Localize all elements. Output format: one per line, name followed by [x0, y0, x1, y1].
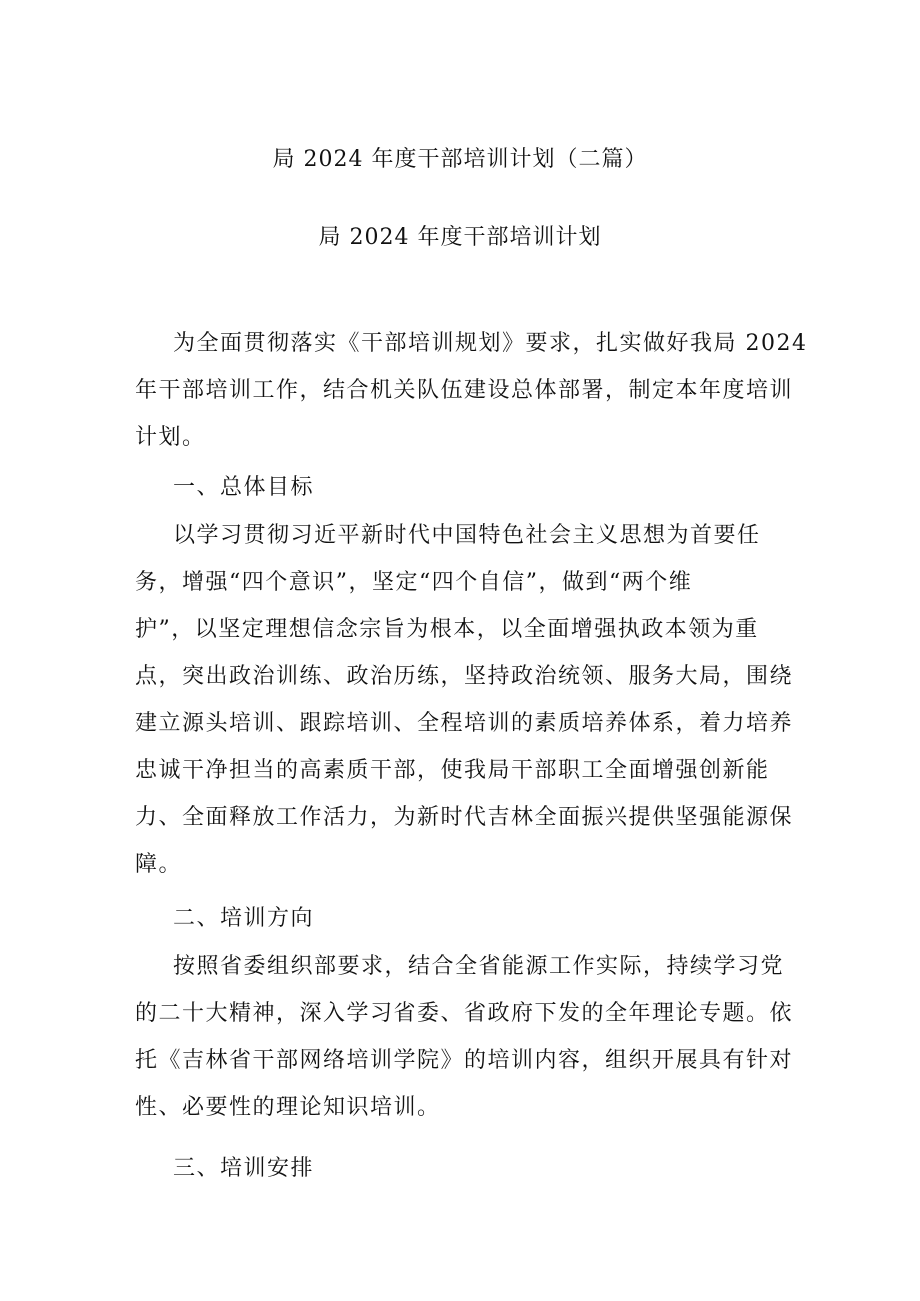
paragraph-line: 的二十大精神，深入学习省委、省政府下发的全年理论专题。依 — [135, 1001, 794, 1026]
document-title: 局 2024 年度干部培训计划（二篇） — [272, 147, 648, 172]
section-heading-arrangement: 三、培训安排 — [173, 1156, 315, 1181]
paragraph-line: 障。 — [135, 852, 183, 877]
paragraph-line: 务，增强“四个意识”，坚定“四个自信”，做到“两个维 — [135, 570, 693, 595]
paragraph-line: 按照省委组织部要求，结合全省能源工作实际，持续学习党 — [173, 954, 785, 979]
paragraph-line: 托《吉林省干部网络培训学院》的培训内容，组织开展具有针对 — [135, 1048, 794, 1073]
paragraph-line: 以学习贯彻习近平新时代中国特色社会主义思想为首要任 — [173, 523, 761, 548]
paragraph-line: 护”，以坚定理想信念宗旨为根本，以全面增强执政本领为重 — [135, 617, 759, 642]
paragraph-line: 力、全面释放工作活力，为新时代吉林全面振兴提供坚强能源保 — [135, 805, 794, 830]
document-subtitle: 局 2024 年度干部培训计划 — [318, 225, 602, 250]
section-heading-goals: 一、总体目标 — [173, 475, 315, 500]
paragraph-line: 年干部培训工作，结合机关队伍建设总体部署，制定本年度培训 — [135, 378, 794, 403]
intro-paragraph — [135, 320, 808, 461]
section-heading-direction: 二、培训方向 — [173, 906, 315, 931]
paragraph-line: 点，突出政治训练、政治历练，坚持政治统领、服务大局，围绕 — [135, 664, 794, 689]
paragraph-line: 建立源头培训、跟踪培训、全程培训的素质培养体系，着力培养 — [135, 711, 794, 736]
paragraph-line: 为全面贯彻落实《干部培训规划》要求，扎实做好我局 2024 — [173, 331, 808, 356]
direction-paragraph — [135, 943, 794, 1131]
paragraph-line: 忠诚干净担当的高素质干部，使我局干部职工全面增强创新能 — [135, 758, 770, 783]
goals-paragraph — [135, 512, 794, 888]
paragraph-line: 性、必要性的理论知识培训。 — [135, 1095, 441, 1120]
paragraph-line: 计划。 — [135, 425, 206, 450]
